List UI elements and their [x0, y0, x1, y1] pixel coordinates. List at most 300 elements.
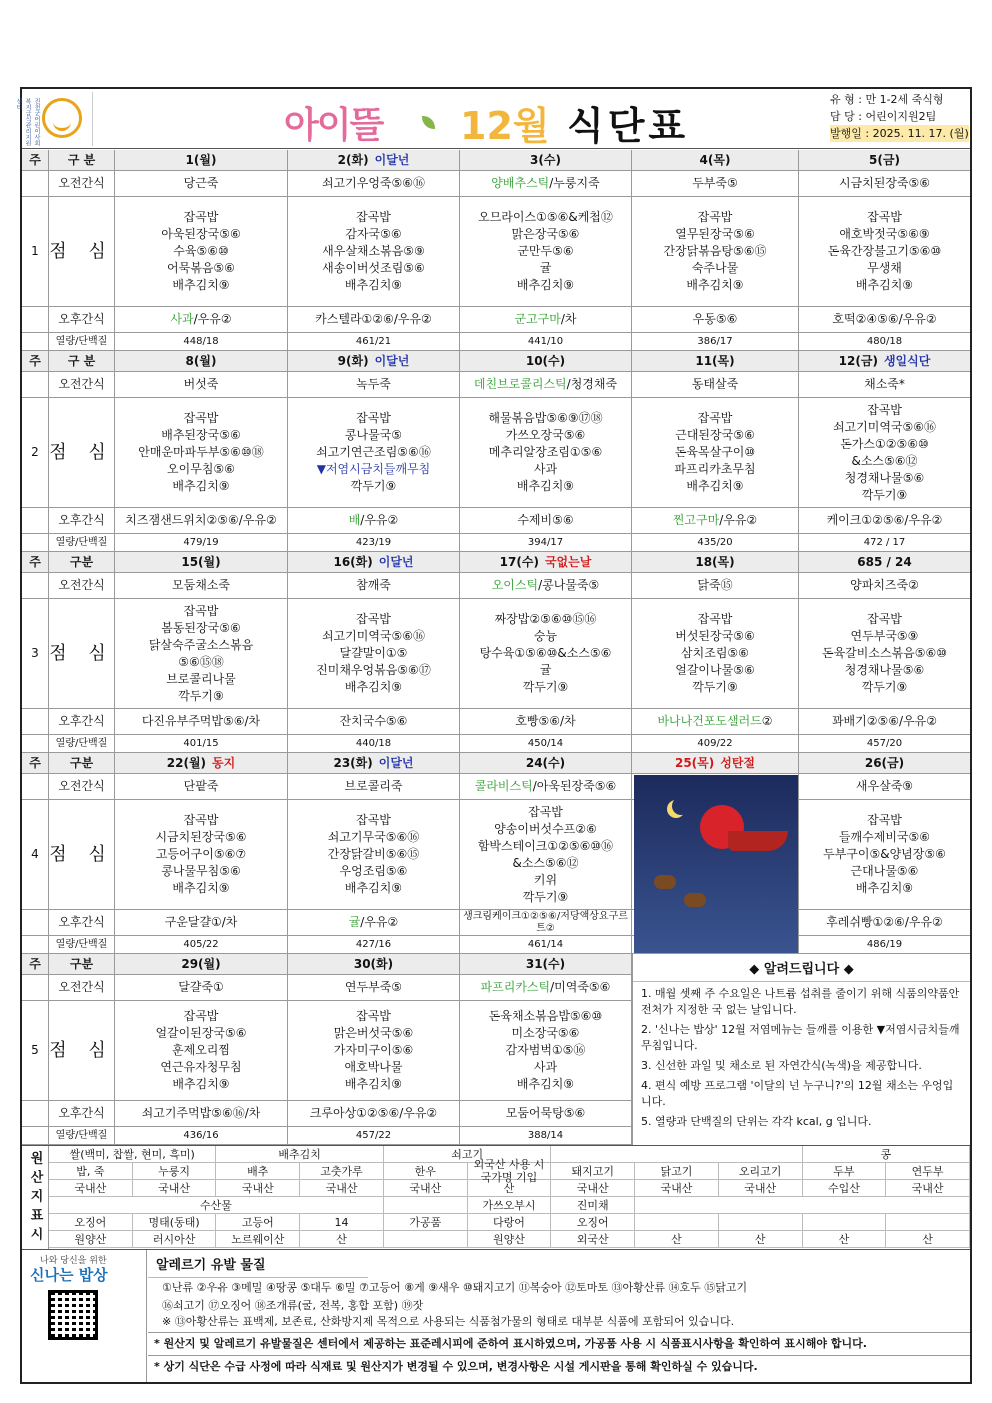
- day-label: 22(월): [166, 755, 207, 770]
- origin-cell: 오리고기: [719, 1163, 803, 1180]
- lunch-cell: [799, 800, 970, 909]
- day-header: [460, 351, 632, 371]
- am-label: 오전간식: [49, 171, 115, 196]
- day-tag: 이달넌: [374, 152, 410, 167]
- day-header: [288, 753, 460, 773]
- origin-cell: 러시아산: [133, 1231, 217, 1248]
- origin-cell: 국내산: [300, 1180, 384, 1197]
- am-cell: [460, 171, 632, 196]
- lunch-row: [22, 599, 970, 709]
- origin-cell: 쌀(백미, 찹쌀, 현미, 흑미): [49, 1146, 216, 1163]
- origin-cell: 고춧가루: [300, 1163, 384, 1180]
- menu-item: 사과: [533, 1060, 558, 1074]
- week-number: 4: [22, 800, 49, 909]
- notice-list: [633, 982, 970, 1138]
- menu-item: 잡곡밥: [183, 813, 219, 827]
- menu-item: 군만두⑤⑥: [517, 244, 574, 258]
- day-header: [460, 753, 632, 773]
- week-number: [22, 774, 49, 799]
- origin-cell: 외국산: [551, 1231, 635, 1248]
- origin-cell: 산: [886, 1231, 970, 1248]
- menu-item: 잡곡밥: [356, 1009, 391, 1023]
- menu-item: 안매운마파두부⑤⑥⑩⑱: [138, 445, 264, 459]
- menu-item: &소스⑤⑥⑫: [851, 453, 918, 468]
- snack-rest: /우유②: [360, 915, 399, 929]
- origin-cell: 누룽지: [133, 1163, 217, 1180]
- lunch-cell: [115, 800, 288, 909]
- sleigh-icon: [728, 831, 788, 851]
- am-cell: [460, 372, 632, 397]
- lunch-cell: [288, 800, 460, 909]
- menu-item: 배추김치⑨: [344, 680, 403, 694]
- menu-item: 돈육목살구이⑩: [674, 445, 756, 459]
- menu-item: 청경채나물⑤⑥: [844, 663, 925, 677]
- am-cell: 달걀죽①: [115, 975, 288, 1000]
- day-label: 4(목): [699, 152, 731, 167]
- pm-cell: 구운달걀①/차: [115, 910, 288, 935]
- menu-item: 깍두기⑨: [692, 680, 738, 694]
- menu-item: 콩나물무침⑤⑥: [161, 864, 241, 878]
- menu-item: 오이무침⑤⑥: [167, 462, 235, 476]
- brand-name: 신나는 밥상: [30, 1266, 108, 1284]
- pm-row: [22, 709, 970, 735]
- lunch-label: 점 심: [49, 1001, 115, 1100]
- menu-item: 시금치된장국⑤⑥: [155, 830, 247, 844]
- menu-item: 배추김치⑨: [344, 881, 403, 895]
- menu-item: 배추김치⑨: [344, 1077, 403, 1091]
- menu-item: 파프리카초무침: [674, 462, 756, 476]
- snack-rest: /청경채죽: [566, 377, 618, 391]
- notice-panel: [632, 954, 970, 1145]
- cal-cell: 386/17: [632, 333, 799, 350]
- menu-item: 함박스테이크①②⑤⑥⑩⑯: [477, 838, 614, 853]
- menu-item: 가쓰오장국⑤⑥: [505, 428, 586, 442]
- menu-item: 잡곡밥: [356, 411, 391, 425]
- origin-cell: [635, 1214, 719, 1231]
- day-header: [460, 552, 632, 572]
- menu-item: 잡곡밥: [697, 210, 733, 224]
- day-label: 18(목): [695, 554, 735, 569]
- day-label: 12(금): [838, 353, 878, 368]
- am-cell: 단팥죽: [115, 774, 288, 799]
- pm-cell: 다진유부주먹밥⑤⑥/차: [115, 709, 288, 734]
- origin-cell: 국내산: [886, 1180, 970, 1197]
- pm-row: [22, 910, 970, 936]
- menu-item: 잡곡밥: [183, 1009, 219, 1023]
- origin-table: [22, 1145, 970, 1249]
- day-label: 31(수): [525, 956, 566, 971]
- snack-rest: /아욱된장죽⑤⑥: [532, 779, 617, 793]
- cal-cell: 409/22: [632, 735, 799, 752]
- day-tag: 이달넌: [374, 353, 410, 368]
- am-label: 오전간식: [49, 372, 115, 397]
- origin-cell: 배추김치: [216, 1146, 383, 1163]
- menu-item: 배추된장국⑤⑥: [161, 428, 241, 442]
- week-number: [22, 372, 49, 397]
- cal-cell: 480/18: [866, 336, 903, 347]
- origin-cell: 연두부: [886, 1163, 970, 1180]
- origin-cell: [384, 1197, 468, 1214]
- menu-item: 버섯된장국⑤⑥: [675, 629, 755, 643]
- ju-label: 주: [22, 552, 49, 572]
- menu-item: 잡곡밥: [528, 804, 563, 819]
- notice-title: ◆ 알려드립니다 ◆: [633, 954, 970, 982]
- menu-item: 새송이버섯조림⑤⑥: [322, 261, 425, 275]
- qr-code-icon: [48, 1290, 98, 1340]
- fresh-snack-label: 귤: [348, 915, 361, 929]
- menu-item: 해물볶음밥⑤⑥⑨⑰⑱: [488, 411, 603, 425]
- pm-label: 오후간식: [49, 709, 115, 734]
- cal-label: 열량/단백질: [49, 936, 115, 953]
- origin-cell: 돼지고기: [551, 1163, 635, 1180]
- pm-cell: 호떡②④⑤⑥/우유②: [832, 312, 937, 326]
- cal-cell: 423/19: [288, 534, 460, 551]
- menu-item: 훈제오리찜: [172, 1043, 230, 1057]
- origin-cell: 콩: [803, 1146, 970, 1163]
- fresh-snack-label: 찐고구마: [672, 513, 720, 527]
- origin-cell: 원양산: [49, 1231, 133, 1248]
- cal-label: 열량/단백질: [49, 333, 115, 350]
- day-header: [115, 552, 288, 572]
- cal-cell: 401/15: [115, 735, 288, 752]
- day-header: [288, 954, 460, 974]
- week-number: [22, 1127, 49, 1144]
- week-number: [22, 910, 49, 935]
- allergy-note: ※ ⑬아황산류는 표백제, 보존료, 산화방지제 목적으로 사용되는 식품첨가물의 형태로 대부분 식품에 포함되어 있습니다.: [162, 1315, 735, 1328]
- menu-item: 쇠고기연근조림⑤⑥⑯: [316, 445, 431, 459]
- cal-cell: 435/20: [632, 534, 799, 551]
- am-cell: [460, 774, 632, 799]
- leaf-icon: [422, 116, 435, 129]
- pm-cell: [288, 508, 460, 533]
- am-cell: 동태살죽: [632, 372, 799, 397]
- menu-item: 사과: [533, 462, 558, 476]
- origin-side-label: 원산지표시: [22, 1146, 49, 1250]
- day-label: 24(수): [525, 755, 566, 770]
- menu-item: 숙주나물: [691, 261, 739, 275]
- lunch-cell: [460, 599, 632, 708]
- menu-item: 깍두기⑨: [522, 680, 569, 694]
- page-title: 식단표: [567, 104, 690, 148]
- pm-cell: [288, 910, 460, 935]
- ju-label: 주: [22, 150, 49, 170]
- menu-item: 간장닭갈비⑤⑥⑮: [327, 847, 420, 861]
- day-label: 11(목): [695, 353, 735, 368]
- snack-rest: ②: [761, 714, 773, 728]
- menu-item: 배추김치⑨: [172, 1077, 230, 1091]
- fresh-snack-label: 파프리카스틱: [480, 980, 551, 994]
- menu-item: 탕수육①⑤⑥⑩&소스⑤⑥: [479, 646, 612, 660]
- menu-item: 아욱된장국⑤⑥: [161, 227, 241, 241]
- menu-item: 쇠고기미역국⑤⑥⑯: [832, 419, 937, 434]
- brand-logo: 아이뜰: [284, 105, 383, 146]
- am-cell: [460, 975, 632, 1000]
- menu-item: 오므라이스①⑤⑥&케첩⑫: [478, 210, 613, 224]
- day-label: 16(화): [333, 554, 373, 569]
- day-label: 3(수): [530, 152, 561, 167]
- origin-cell: [384, 1231, 468, 1248]
- cal-cell: 427/16: [288, 936, 460, 953]
- am-cell: 새우살죽⑨: [855, 779, 914, 793]
- menu-item: 쇠고기미역국⑤⑥⑯: [321, 629, 426, 643]
- menu-item: 돈육간장불고기⑤⑥⑩: [827, 244, 942, 258]
- day-label: 29(월): [181, 956, 221, 971]
- origin-cell: [551, 1146, 802, 1163]
- menu-item: 연근유자청무침: [160, 1060, 242, 1074]
- day-header: [288, 552, 460, 572]
- snack-rest: /차: [560, 312, 577, 326]
- origin-cell: [886, 1214, 970, 1231]
- menu-item: 청경채나물⑤⑥: [844, 470, 925, 485]
- snack-rest: /콩나물죽⑤: [538, 578, 600, 592]
- day-header: [115, 351, 288, 371]
- menu-item: 감자국⑤⑥: [345, 227, 402, 241]
- am-cell: 채소죽*: [864, 377, 905, 391]
- cal-label: 열량/단백질: [49, 1127, 115, 1144]
- header: [15, 89, 970, 149]
- pm-cell: 꽈배기②⑤⑥/우유②: [831, 714, 938, 728]
- allergy-title: 알레르기 유발 물질: [148, 1250, 368, 1278]
- origin-cell: 가공품: [384, 1214, 468, 1231]
- menu-item: 잡곡밥: [356, 612, 391, 626]
- cal-cell: 448/18: [115, 333, 288, 350]
- menu-item: &소스⑤⑥⑫: [512, 855, 579, 870]
- fresh-snack-label: 콜라비스틱: [474, 779, 533, 793]
- cal-row: [22, 534, 970, 552]
- am-cell: 버섯죽: [115, 372, 288, 397]
- lunch-cell: [288, 1001, 460, 1100]
- pm-label: 오후간식: [49, 508, 115, 533]
- am-cell: 연두부죽⑤: [288, 975, 460, 1000]
- menu-item: 양송이버섯수프②⑥: [494, 821, 597, 836]
- menu-item: 배추김치⑨: [855, 881, 914, 895]
- menu-item: ▼저염시금치들깨무침: [316, 462, 431, 476]
- day-tag: 이달넌: [378, 554, 414, 569]
- lunch-cell: [460, 1001, 632, 1100]
- am-cell: 녹두죽: [288, 372, 460, 397]
- menu-item: 무생채: [867, 261, 902, 275]
- gubun-label: 구 분: [49, 150, 115, 170]
- am-cell: 양파치즈죽②: [850, 578, 919, 592]
- cal-row: [22, 936, 970, 954]
- menu-item: 애호박나물: [344, 1060, 403, 1074]
- origin-cell: 산: [803, 1231, 887, 1248]
- origin-cell: 닭고기: [635, 1163, 719, 1180]
- menu-item: 잡곡밥: [697, 612, 733, 626]
- origin-cell: 국내산: [384, 1180, 468, 1197]
- origin-cell: 국내산: [133, 1180, 217, 1197]
- menu-item: 잡곡밥: [183, 210, 219, 224]
- week-number: 5: [22, 1001, 49, 1100]
- lunch-cell: [288, 197, 460, 306]
- pm-label: 오후간식: [49, 910, 115, 935]
- fresh-snack-label: 군고구마: [514, 312, 561, 326]
- origin-cell: 배추: [216, 1163, 300, 1180]
- day-header: [288, 351, 460, 371]
- lunch-cell: [115, 197, 288, 306]
- lunch-cell: [799, 398, 970, 507]
- cal-row: [22, 333, 970, 351]
- christmas-illustration: [634, 775, 798, 953]
- menu-item: 진미채우엉볶음⑤⑥⑰: [316, 663, 431, 677]
- menu-item: 가자미구이⑤⑥: [333, 1043, 414, 1057]
- pm-label: 오후간식: [49, 307, 115, 332]
- day-header: [288, 150, 460, 170]
- day-label: 26(금): [864, 755, 905, 770]
- am-cell: 두부죽⑤: [632, 171, 799, 196]
- date-line: 발행일 : 2025. 11. 17. (월): [830, 127, 969, 140]
- origin-cell: 수입산: [803, 1180, 887, 1197]
- day-header: [115, 954, 288, 974]
- origin-cell: 국내산: [216, 1180, 300, 1197]
- cal-cell: 441/10: [460, 333, 632, 350]
- ju-label: 주: [22, 753, 49, 773]
- cal-cell: 479/19: [115, 534, 288, 551]
- origin-cell: 두부: [803, 1163, 887, 1180]
- am-cell: 쇠고기우엉죽⑤⑥⑯: [288, 171, 460, 196]
- cal-cell: 440/18: [288, 735, 460, 752]
- origin-cell: 다랑어: [468, 1214, 552, 1231]
- menu-item: 새우살채소볶음⑤⑨: [322, 244, 425, 258]
- menu-item: 우엉조림⑤⑥: [339, 864, 408, 878]
- menu-item: 배추김치⑨: [516, 479, 575, 493]
- am-row: [22, 573, 970, 599]
- menu-item: 잡곡밥: [356, 813, 391, 827]
- pm-cell: 모둠어묵탕⑤⑥: [460, 1101, 632, 1126]
- lunch-cell: [632, 398, 799, 507]
- fresh-snack-label: 바나나건포도샐러드: [657, 714, 762, 728]
- week-number: [22, 171, 49, 196]
- ju-label: 주: [22, 351, 49, 371]
- center-logo: [15, 92, 93, 146]
- org-name-vertical: 진천군어린이사회복지급식관리지원센터: [15, 98, 40, 146]
- menu-item: 귤: [539, 663, 552, 677]
- pm-row: [22, 508, 970, 534]
- day-header: [115, 753, 288, 773]
- lunch-cell: [115, 1001, 288, 1100]
- origin-grid: [49, 1197, 970, 1248]
- menu-item: 배추김치⑨: [172, 881, 230, 895]
- origin-cell: 가쓰오부시: [468, 1197, 552, 1214]
- lunch-cell: [632, 599, 799, 708]
- day-label: 30(화): [353, 956, 394, 971]
- am-row: [22, 774, 970, 800]
- day-label: 685 / 24: [857, 554, 912, 569]
- gubun-label: 구분: [49, 552, 115, 572]
- staff-line: 담 당 : 어린이지원2팀: [830, 110, 937, 123]
- menu-item: 배추김치⑨: [172, 278, 230, 292]
- menu-item: 잡곡밥: [356, 210, 391, 224]
- day-header-row: [22, 753, 970, 774]
- menu-item: ⑤⑥⑮⑱: [178, 654, 224, 669]
- cal-cell: 450/14: [460, 735, 632, 752]
- am-row: [22, 171, 970, 197]
- menu-item: 맑은장국⑤⑥: [511, 227, 580, 241]
- menu-item: 미소장국⑤⑥: [511, 1026, 580, 1040]
- week-number: [22, 534, 49, 551]
- menu-item: 배추김치⑨: [516, 278, 575, 292]
- lunch-cell: [460, 398, 632, 507]
- day-header: [632, 150, 799, 170]
- allergy-section: [22, 1249, 970, 1382]
- menu-item: 돈육채소볶음밥⑤⑥⑩: [488, 1009, 603, 1023]
- origin-cell: 원양산: [468, 1231, 552, 1248]
- origin-cell: 국내산: [551, 1180, 635, 1197]
- origin-cell: 진미채: [551, 1197, 635, 1214]
- menu-item: 깍두기⑨: [861, 487, 908, 502]
- cal-cell: 388/14: [460, 1127, 632, 1144]
- reindeer-icon: [654, 875, 676, 889]
- menu-item: 닭살숙주굴소스볶음: [148, 637, 254, 652]
- menu-item: 깍두기⑨: [522, 889, 569, 904]
- lunch-cell: [799, 197, 970, 306]
- fresh-snack-label: 사과: [170, 312, 194, 326]
- pm-cell: [115, 307, 288, 332]
- week-number: [22, 1101, 49, 1126]
- menu-item: 배추김치⑨: [344, 278, 403, 292]
- day-tag: 생일식단: [883, 353, 931, 368]
- snack-rest: /우유②: [360, 513, 399, 527]
- menu-item: 잡곡밥: [183, 411, 219, 425]
- menu-item: 들깨수제비국⑤⑥: [838, 830, 931, 844]
- am-cell: 당근죽: [115, 171, 288, 196]
- day-header: [460, 954, 632, 974]
- lunch-cell: [115, 398, 288, 507]
- menu-item: 배추김치⑨: [516, 1077, 575, 1091]
- origin-cell: 오징어: [551, 1214, 635, 1231]
- menu-item: 얼갈이나물⑤⑥: [675, 663, 755, 677]
- cal-label: 열량/단백질: [49, 534, 115, 551]
- am-cell: 브로콜리죽: [288, 774, 460, 799]
- menu-item: 봄동된장국⑤⑥: [161, 620, 241, 635]
- ju-label: 주: [22, 954, 49, 974]
- origin-cell: 산: [719, 1231, 803, 1248]
- menu-item: 잡곡밥: [697, 411, 733, 425]
- week-number: [22, 936, 49, 953]
- month-title: 12월: [460, 104, 550, 148]
- fresh-snack-label: 배: [348, 513, 361, 527]
- day-header: [799, 753, 970, 773]
- menu-item: 간장닭볶음탕⑤⑥⑮: [663, 244, 767, 258]
- day-header-row: [22, 552, 970, 573]
- origin-cell: 한우: [384, 1163, 468, 1180]
- cal-cell: 394/17: [460, 534, 632, 551]
- fresh-snack-label: 양배추스틱: [491, 176, 550, 190]
- day-tag: 성탄절: [720, 755, 756, 770]
- menu-item: 애호박젓국⑤⑥⑨: [839, 227, 930, 241]
- menu-item: 키위: [533, 872, 558, 887]
- fresh-snack-label: 데친브로콜리스틱: [473, 377, 567, 391]
- menu-item: 연두부국⑤⑨: [850, 629, 919, 643]
- menu-item: 얼갈이된장국⑤⑥: [155, 1026, 247, 1040]
- week-number: [22, 307, 49, 332]
- menu-item: 어묵볶음⑤⑥: [167, 261, 235, 275]
- cal-row: [22, 735, 970, 753]
- week-number: [22, 333, 49, 350]
- day-label: 8(월): [185, 353, 217, 368]
- day-label: 9(화): [337, 353, 369, 368]
- cal-cell: 457/20: [866, 738, 903, 749]
- pm-cell: 치즈잼샌드위치②⑤⑥/우유②: [115, 508, 288, 533]
- day-tag: 동지: [212, 755, 236, 770]
- menu-item: 잡곡밥: [867, 813, 902, 827]
- menu-item: 브로콜리나물: [166, 671, 236, 686]
- day-header: [632, 351, 799, 371]
- pm-cell: 크루아상①②⑤⑥/우유②: [288, 1101, 460, 1126]
- day-header: [632, 552, 799, 572]
- origin-cell: [635, 1197, 970, 1214]
- origin-cell: [719, 1214, 803, 1231]
